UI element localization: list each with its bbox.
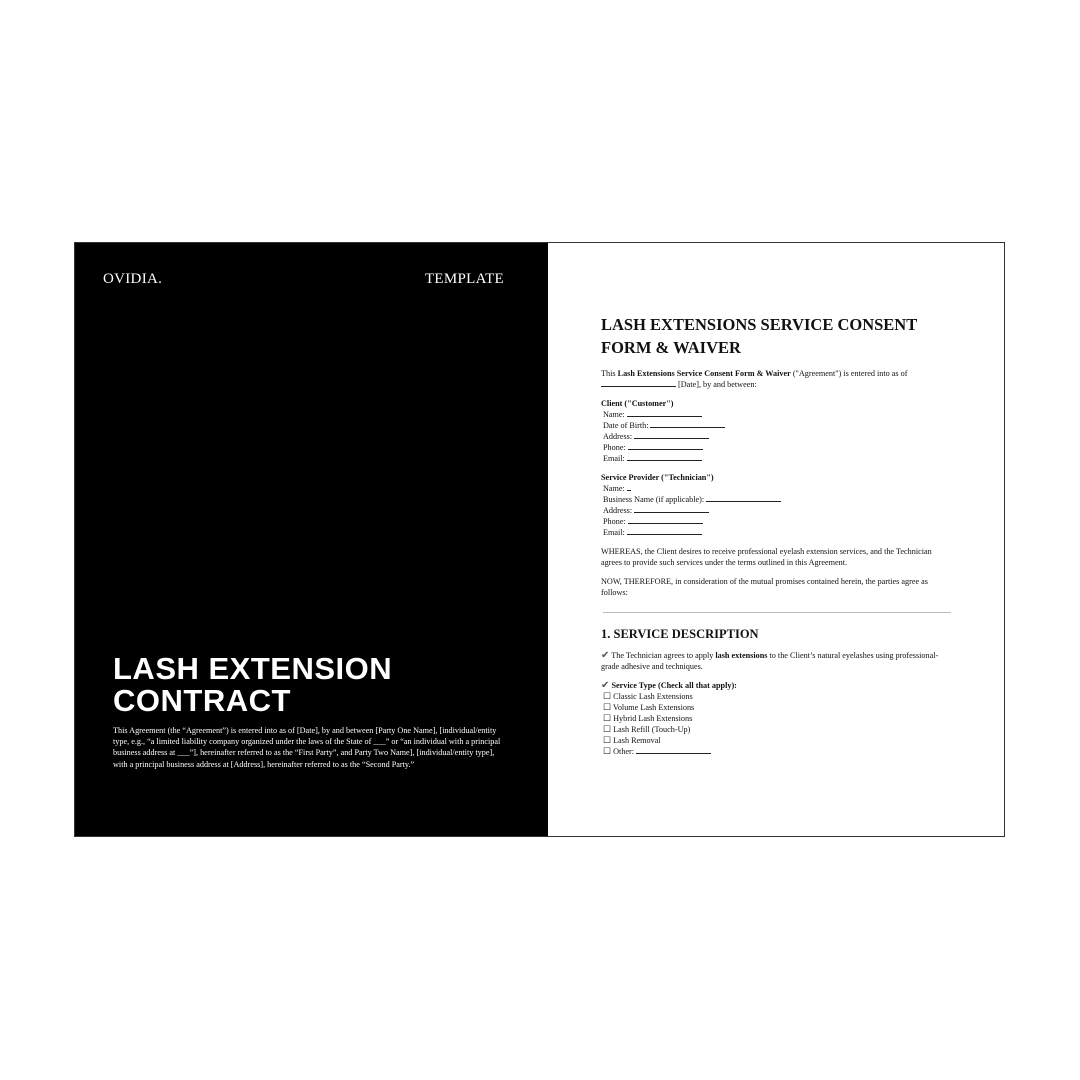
option-removal[interactable]: ☐ Lash Removal — [603, 735, 661, 745]
checkbox-icon[interactable]: ☐ — [603, 713, 612, 723]
option-refill[interactable]: ☐ Lash Refill (Touch-Up) — [603, 724, 691, 734]
contract-page — [548, 243, 1004, 836]
service-type-heading: ✔ Service Type (Check all that apply): — [601, 680, 737, 691]
provider-heading: Service Provider ("Technician") — [601, 473, 714, 482]
provider-name-field[interactable]: Name: — [603, 483, 952, 494]
client-name-field[interactable]: Name: — [603, 409, 952, 420]
checkmark-icon: ✔ — [601, 650, 610, 661]
checkbox-icon[interactable]: ☐ — [603, 746, 612, 756]
client-dob-field[interactable]: Date of Birth: — [603, 420, 952, 431]
therefore-paragraph: NOW, THEREFORE, in consideration of the mutual promises contained herein, the parties agree as follows: — [601, 577, 928, 597]
template-tag: TEMPLATE — [424, 271, 504, 287]
cover-title: LASH EXTENSION CONTRACT — [113, 651, 393, 718]
intro-paragraph: This Lash Extensions Service Consent Form & Waiver ("Agreement") is entered into as of [Date], by and between: — [601, 369, 908, 389]
client-heading: Client ("Customer") — [601, 399, 674, 408]
option-volume[interactable]: ☐ Volume Lash Extensions — [603, 702, 695, 712]
section-divider — [603, 612, 951, 613]
document-title: LASH EXTENSIONS SERVICE CONSENT FORM & WAIVER — [601, 315, 917, 357]
client-email-field[interactable]: Email: — [603, 453, 952, 464]
client-address-field[interactable]: Address: — [603, 431, 952, 442]
option-hybrid[interactable]: ☐ Hybrid Lash Extensions — [603, 713, 693, 723]
checkbox-icon[interactable]: ☐ — [603, 691, 612, 701]
whereas-paragraph: WHEREAS, the Client desires to receive professional eyelash extension services, and the Technician agrees to provide such services under the terms outlined in this Agreement. — [601, 547, 932, 567]
checkbox-icon[interactable]: ☐ — [603, 735, 612, 745]
provider-email-field[interactable]: Email: — [603, 527, 952, 538]
client-phone-field[interactable]: Phone: — [603, 442, 952, 453]
client-section — [601, 398, 952, 464]
checkbox-icon[interactable]: ☐ — [603, 724, 612, 734]
service-type-list — [601, 680, 952, 757]
cover-intro: This Agreement (the “Agreement”) is entered into as of [Date], by and between [Party One Name], [individual/entity type, e.g., “a limited liability company organized under the laws of the State of ___” or “an individual with a principal business address at ___”], hereinafter referred to as the “First Party”, and Party Two Name], [individual/entity type], with a principal business address at [Address], hereinafter referred to as the “Second Party.” — [113, 726, 501, 769]
brand-logo: OVIDIA. — [103, 271, 163, 287]
cover-panel — [75, 243, 548, 836]
service-description: ✔ The Technician agrees to apply lash extensions to the Client’s natural eyelashes using professional-grade adhesive and techniques. — [601, 650, 939, 671]
option-other[interactable]: ☐ Other: — [601, 746, 952, 757]
provider-phone-field[interactable]: Phone: — [603, 516, 952, 527]
option-classic[interactable]: ☐ Classic Lash Extensions — [603, 691, 693, 701]
checkbox-icon[interactable]: ☐ — [603, 702, 612, 712]
checkmark-icon: ✔ — [601, 680, 610, 691]
provider-address-field[interactable]: Address: — [603, 505, 952, 516]
section-title: 1. SERVICE DESCRIPTION — [601, 627, 759, 641]
date-line[interactable] — [601, 379, 676, 387]
document-spread — [74, 242, 1005, 837]
provider-business-field[interactable]: Business Name (if applicable): — [603, 494, 952, 505]
provider-section — [601, 472, 952, 538]
